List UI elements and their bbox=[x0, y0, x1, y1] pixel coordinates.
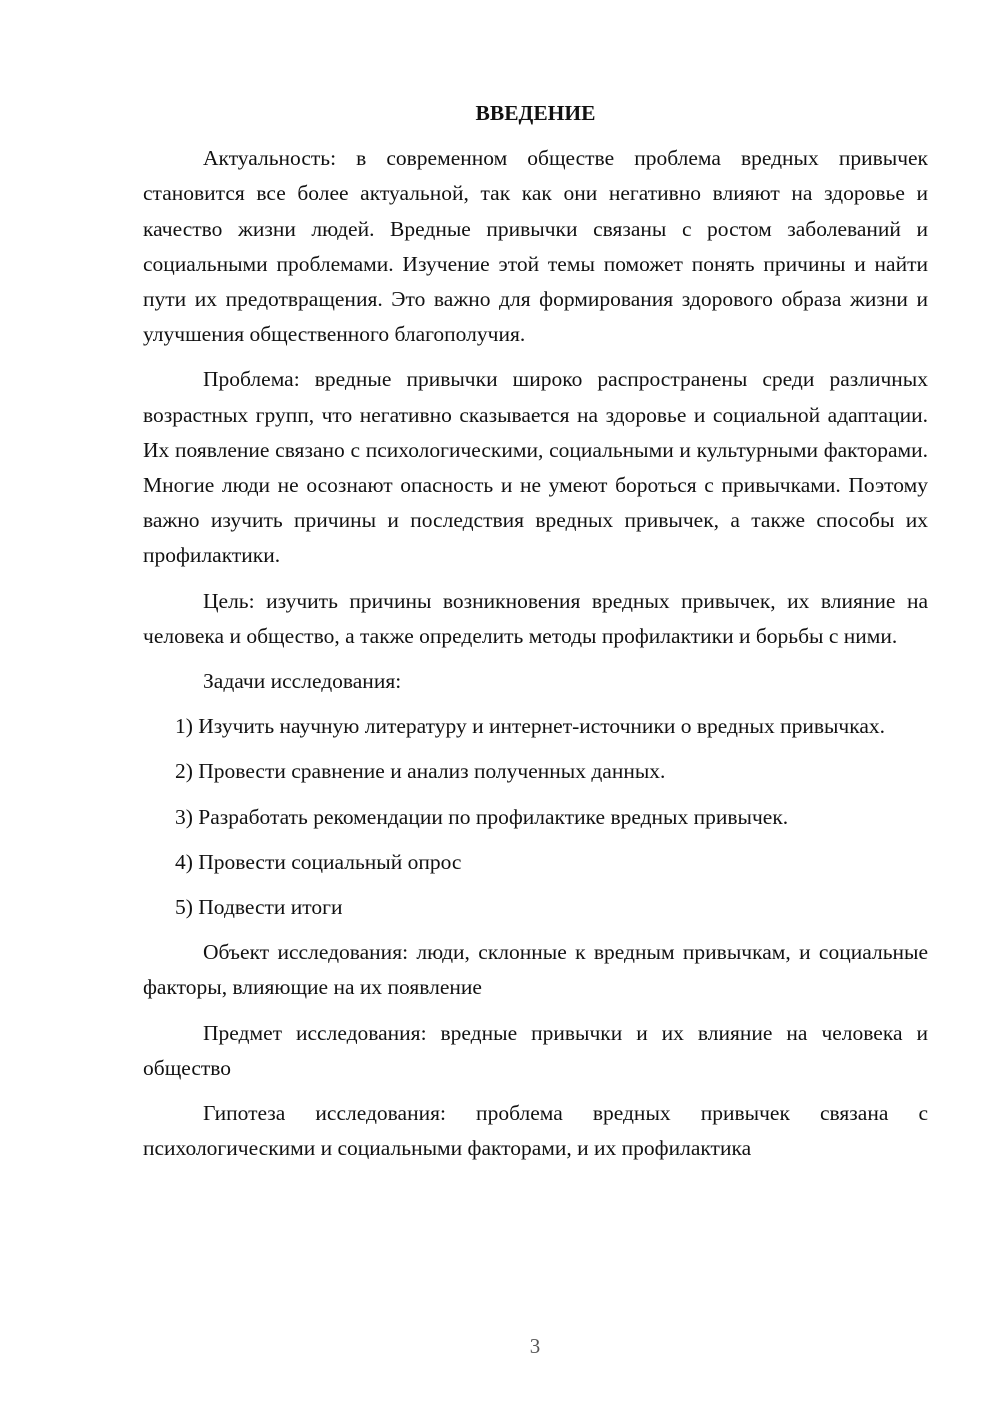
task-item-3: 3) Разработать рекомендации по профилактике вредных привычек. bbox=[175, 804, 789, 829]
section-heading: ВВЕДЕНИЕ bbox=[475, 101, 596, 125]
document-page bbox=[143, 96, 928, 1176]
tasks-title: Задачи исследования: bbox=[203, 669, 402, 694]
goal-paragraph: Цель: изучить причины возникновения вредных привычек, их влияние на человека и общество, а также определить методы профилактики и борьбы с ними. bbox=[143, 588, 928, 648]
problem-paragraph: Проблема: вредные привычки широко распространены среди различных возрастных групп, что негативно сказывается на здоровье и социальной адаптации. Их появление связано с психологическими, социальными и культурными факторами. Многие люди не осознают опасность и не умеют бороться с привычками. Поэтому важно изучить причины и последствия вредных привычек, а также способы их профилактики. bbox=[143, 367, 928, 568]
page-number: 3 bbox=[529, 1334, 541, 1358]
relevance-paragraph: Актуальность: в современном обществе проблема вредных привычек становится все более актуальной, так как они негативно влияют на здоровье и качество жизни людей. Вредные привычки связаны с ростом заболеваний и социальными проблемами. Изучение этой темы поможет понять причины и найти пути их предотвращения. Это важно для формирования здорового образа жизни и улучшения общественного благополучия. bbox=[143, 146, 928, 347]
task-item-1: 1) Изучить научную литературу и интернет-источники о вредных привычках. bbox=[175, 714, 886, 739]
task-item-4: 4) Провести социальный опрос bbox=[175, 849, 462, 874]
task-item-2: 2) Провести сравнение и анализ полученных данных. bbox=[175, 759, 666, 784]
subject-paragraph: Предмет исследования: вредные привычки и их влияние на человека и общество bbox=[143, 1020, 928, 1080]
object-paragraph: Объект исследования: люди, склонные к вредным привычкам, и социальные факторы, влияющие на их появление bbox=[143, 940, 928, 1000]
hypothesis-paragraph: Гипотеза исследования: проблема вредных привычек связана с психологическими и социальными факторами, и их профилактика bbox=[143, 1101, 928, 1161]
task-item-5: 5) Подвести итоги bbox=[175, 895, 343, 920]
